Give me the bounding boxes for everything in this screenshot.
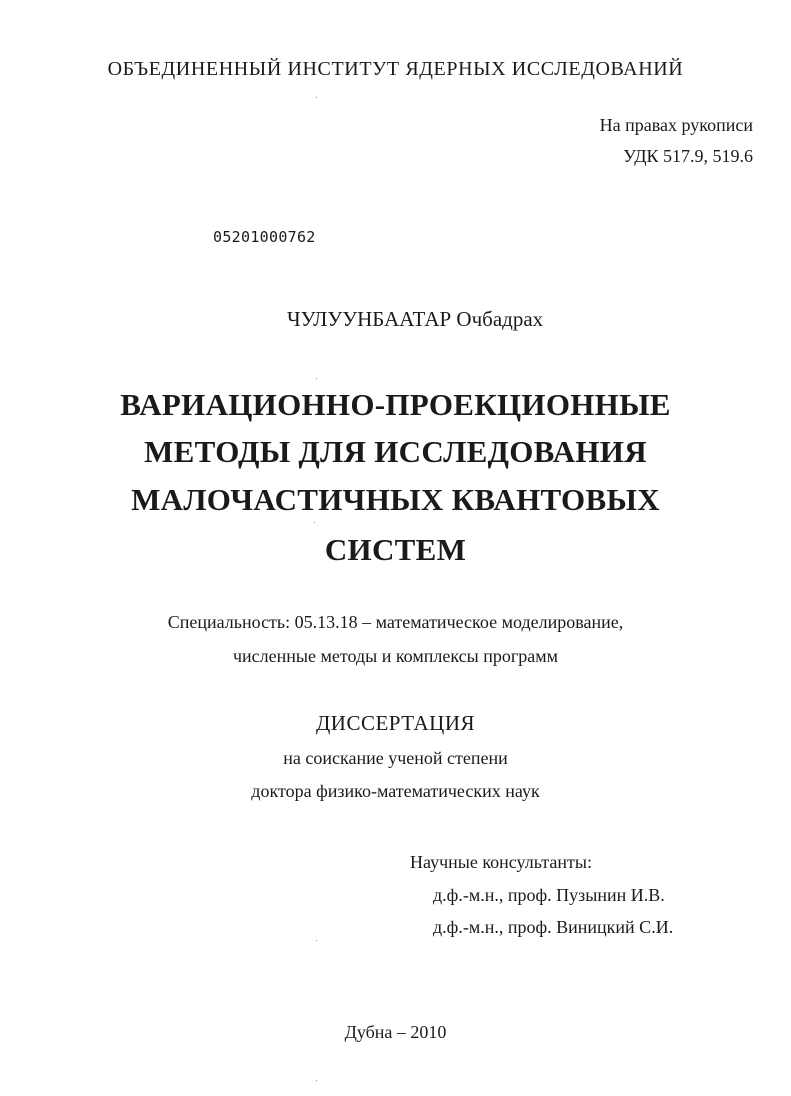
title-line-1: ВАРИАЦИОННО-ПРОЕКЦИОННЫЕ bbox=[120, 387, 671, 422]
author-name: ЧУЛУУНБААТАР Очбадрах bbox=[287, 307, 544, 331]
scan-speck bbox=[316, 97, 317, 98]
catalog-code: 05201000762 bbox=[213, 228, 316, 246]
consultant-2: д.ф.-м.н., проф. Виницкий С.И. bbox=[433, 917, 674, 937]
consultants-heading: Научные консультанты: bbox=[410, 852, 592, 872]
specialty-line-2: численные методы и комплексы программ bbox=[232, 646, 559, 666]
degree-line-2: доктора физико-математических наук bbox=[251, 781, 540, 801]
scan-speck bbox=[316, 940, 317, 941]
title-line-4: СИСТЕМ bbox=[324, 532, 467, 567]
title-line-3: МАЛОЧАСТИЧНЫХ КВАНТОВЫХ bbox=[131, 482, 660, 517]
scan-speck bbox=[314, 522, 315, 523]
title-line-2: МЕТОДЫ ДЛЯ ИССЛЕДОВАНИЯ bbox=[144, 434, 647, 469]
place-year: Дубна – 2010 bbox=[344, 1022, 447, 1042]
scan-speck bbox=[316, 1080, 317, 1081]
degree-line-1: на соискание ученой степени bbox=[283, 748, 508, 768]
institute-name: ОБЪЕДИНЕННЫЙ ИНСТИТУТ ЯДЕРНЫХ ИССЛЕДОВАНИЙ bbox=[107, 58, 684, 80]
rights-note: На правах рукописи bbox=[599, 115, 753, 135]
scan-speck bbox=[316, 378, 317, 379]
udk-code: УДК 517.9, 519.6 bbox=[623, 146, 753, 166]
consultant-1: д.ф.-м.н., проф. Пузынин И.В. bbox=[433, 885, 665, 905]
dissertation-label: ДИССЕРТАЦИЯ bbox=[315, 711, 476, 735]
specialty-line-1: Специальность: 05.13.18 – математическое моделирование, bbox=[167, 612, 624, 632]
